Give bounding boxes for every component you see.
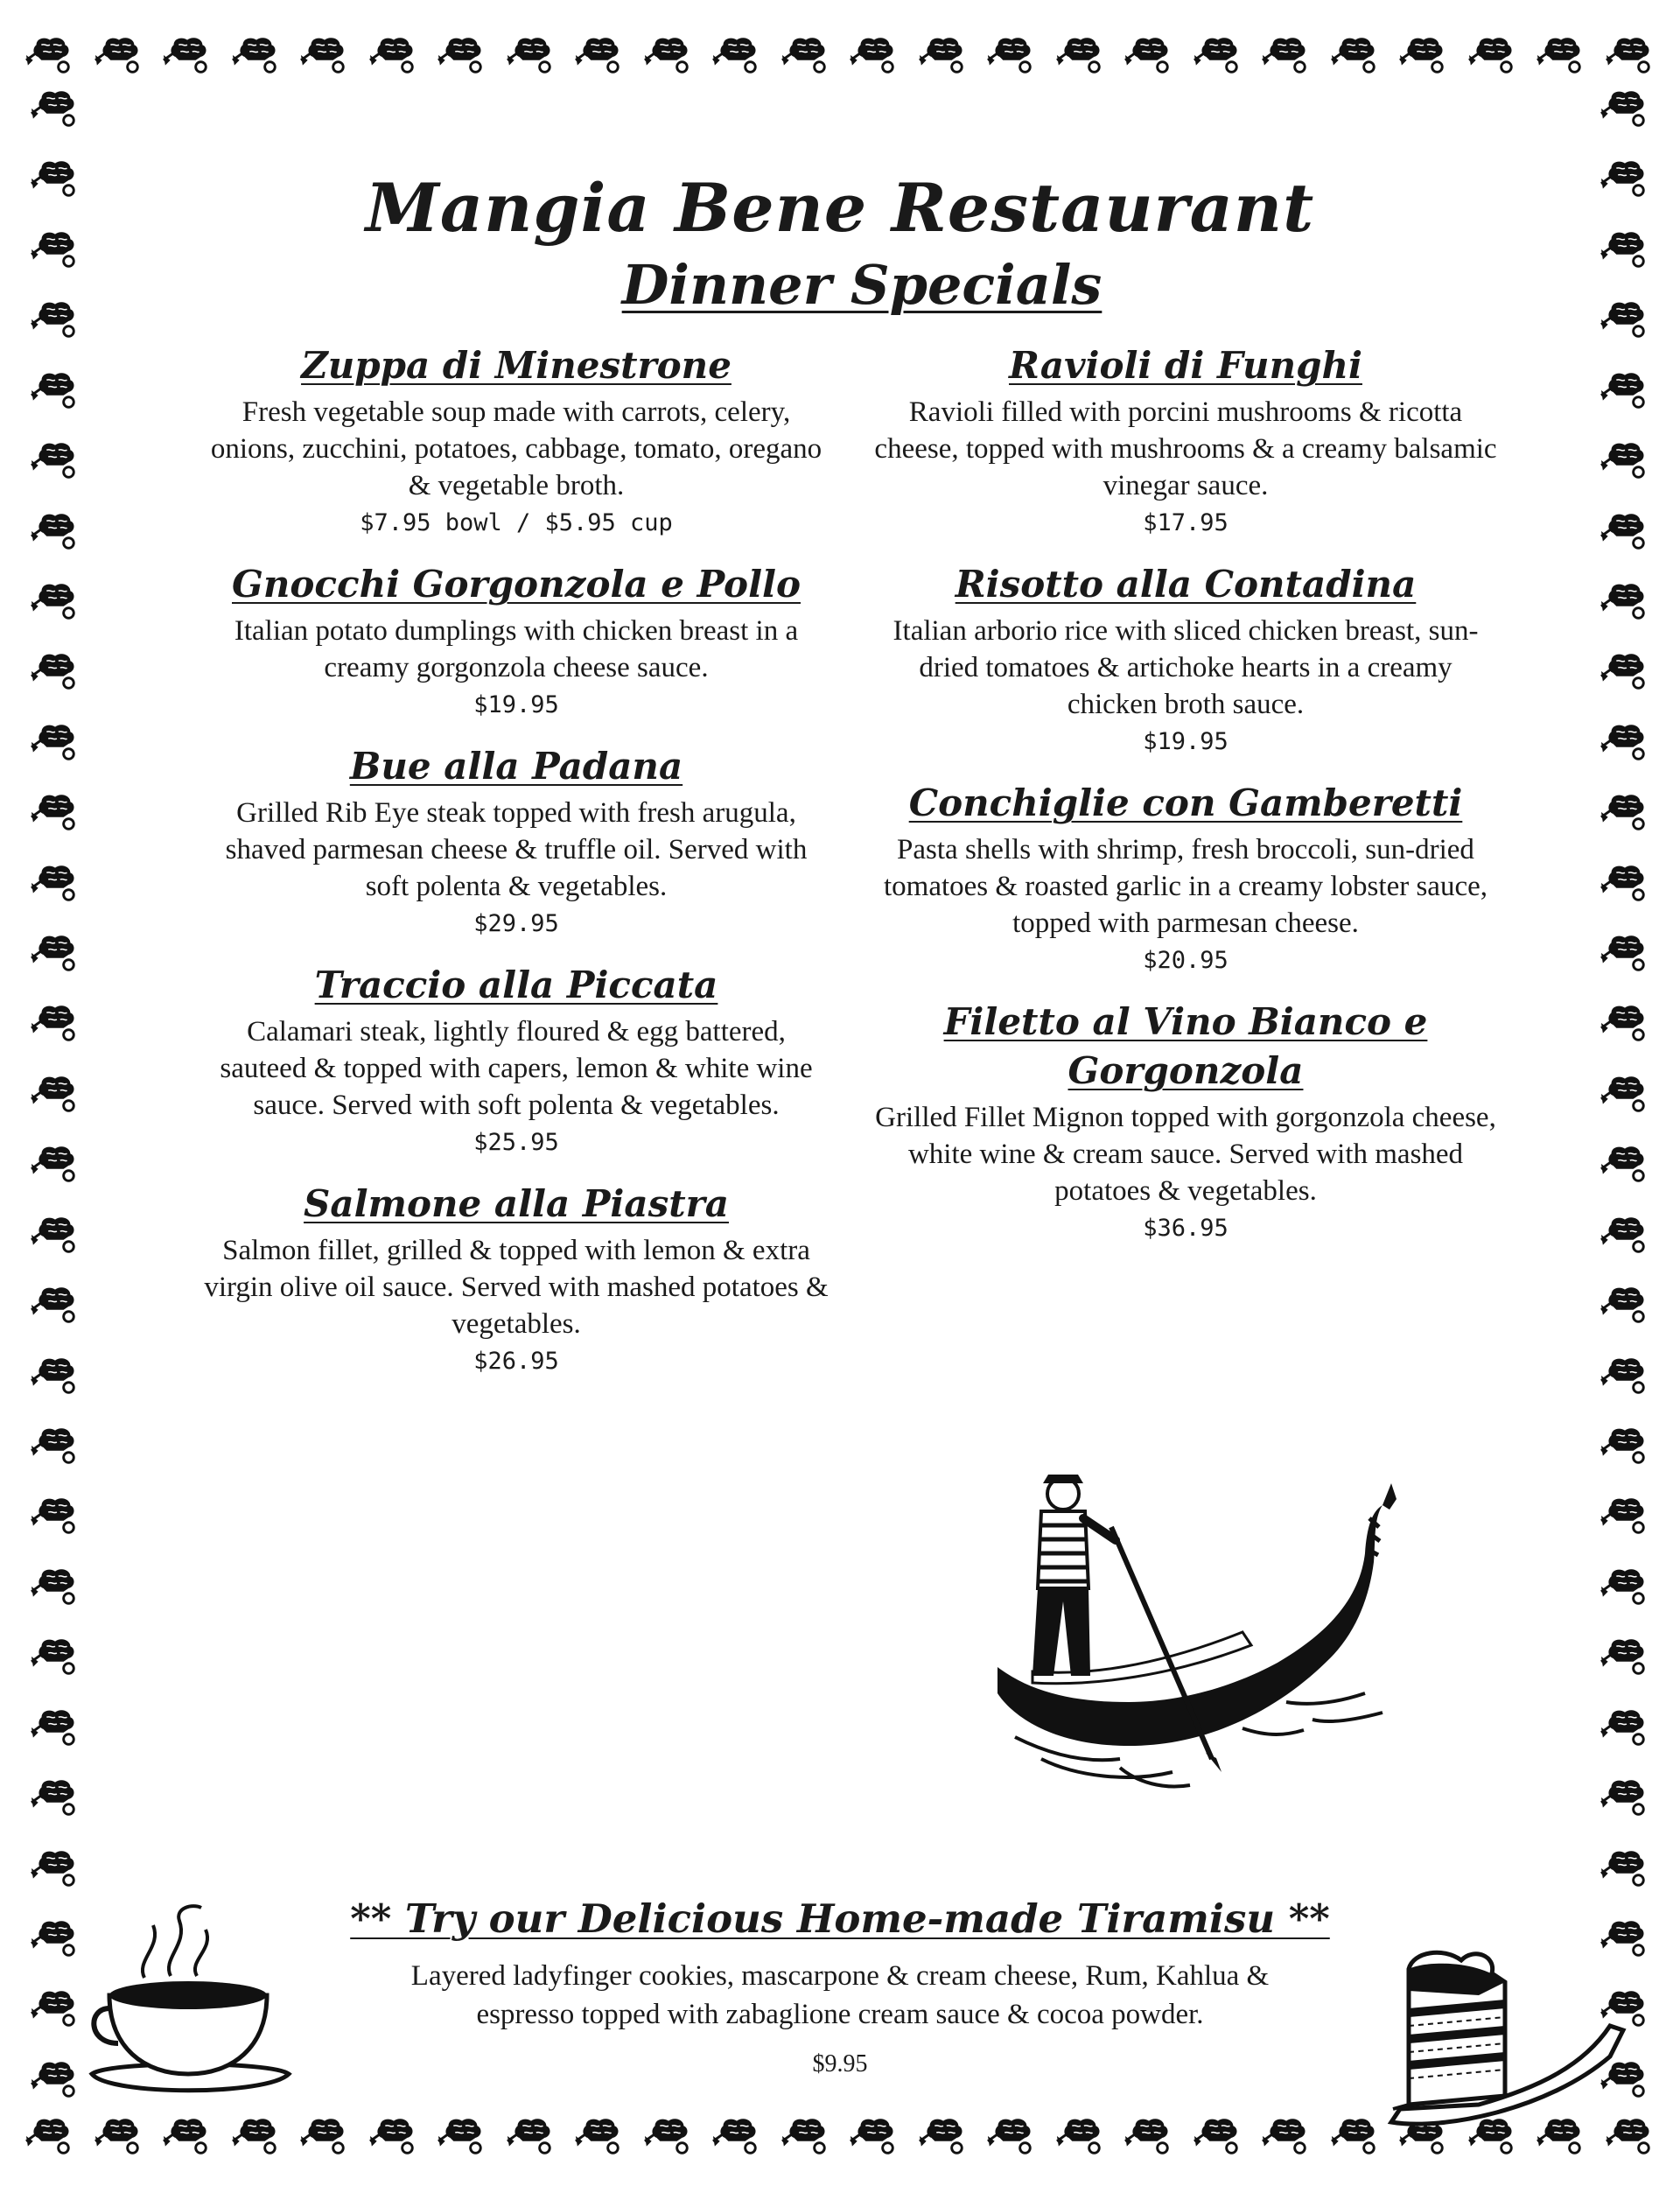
cake-slice-illustration bbox=[1374, 1934, 1628, 2135]
chef-hat-grapes-icon bbox=[643, 34, 694, 74]
dish-description: Salmon fillet, grilled & topped with lemon & extra virgin olive oil sauce. Served with mashed potatoes & vegetables. bbox=[204, 1235, 829, 1340]
chef-hat-grapes-icon bbox=[1398, 34, 1449, 74]
menu-subtitle: Dinner Specials bbox=[621, 253, 1102, 317]
dish-description: Calamari steak, lightly floured & egg battered, sauteed & topped with capers, lemon & white wine sauce. Served with soft polenta & vegetables. bbox=[220, 1016, 813, 1121]
dish-conchiglie-con-gamberetti bbox=[871, 779, 1501, 978]
chef-hat-grapes-icon bbox=[30, 1284, 80, 1324]
dish-name: Bue alla Padana bbox=[349, 745, 683, 788]
chef-hat-grapes-icon bbox=[30, 1214, 80, 1254]
chef-hat-grapes-icon bbox=[1600, 791, 1650, 831]
chef-hat-grapes-icon bbox=[711, 2115, 762, 2155]
chef-hat-grapes-icon bbox=[368, 34, 419, 74]
chef-hat-grapes-icon bbox=[506, 34, 556, 74]
gondola-illustration bbox=[980, 1457, 1444, 1790]
chef-hat-grapes-icon bbox=[30, 1002, 80, 1042]
chef-hat-grapes-icon bbox=[30, 721, 80, 761]
menu-header bbox=[0, 166, 1680, 320]
chef-hat-grapes-icon bbox=[1600, 1636, 1650, 1676]
chef-hat-grapes-icon bbox=[1600, 1847, 1650, 1888]
chef-hat-grapes-icon bbox=[780, 2115, 831, 2155]
chef-hat-grapes-icon bbox=[1261, 34, 1312, 74]
chef-hat-grapes-icon bbox=[231, 34, 282, 74]
chef-hat-grapes-icon bbox=[1193, 2115, 1243, 2155]
dish-name: Traccio alla Piccata bbox=[314, 963, 718, 1006]
chef-hat-grapes-icon bbox=[1124, 34, 1174, 74]
chef-hat-grapes-icon bbox=[30, 1073, 80, 1113]
chef-hat-grapes-icon bbox=[643, 2115, 694, 2155]
chef-hat-grapes-icon bbox=[30, 88, 80, 128]
dish-filetto-al-vino-bianco-e-gorgonzola bbox=[871, 998, 1501, 1246]
chef-hat-grapes-icon bbox=[1193, 34, 1243, 74]
dish-price: $17.95 bbox=[1143, 509, 1228, 536]
chef-hat-grapes-icon bbox=[1600, 1284, 1650, 1324]
menu-column-left bbox=[201, 341, 831, 1398]
dish-name: Gnocchi Gorgonzola e Pollo bbox=[232, 563, 801, 606]
chef-hat-grapes-icon bbox=[986, 34, 1037, 74]
chef-hat-grapes-icon bbox=[437, 34, 487, 74]
chef-hat-grapes-icon bbox=[30, 862, 80, 902]
border-left bbox=[24, 88, 86, 2098]
border-top bbox=[24, 28, 1656, 81]
dish-description: Italian potato dumplings with chicken breast in a creamy gorgonzola cheese sauce. bbox=[234, 615, 799, 683]
chef-hat-grapes-icon bbox=[24, 2115, 75, 2155]
chef-hat-grapes-icon bbox=[1600, 510, 1650, 550]
chef-hat-grapes-icon bbox=[574, 34, 625, 74]
dish-salmone-alla-piastra bbox=[201, 1180, 831, 1379]
chef-hat-grapes-icon bbox=[30, 1847, 80, 1888]
dish-name: Filetto al Vino Bianco e Gorgonzola bbox=[943, 1000, 1428, 1092]
dish-description: Italian arborio rice with sliced chicken breast, sun-dried tomatoes & artichoke hearts in a creamy chicken broth sauce. bbox=[892, 615, 1479, 720]
chef-hat-grapes-icon bbox=[1600, 1425, 1650, 1465]
chef-hat-grapes-icon bbox=[30, 369, 80, 410]
chef-hat-grapes-icon bbox=[437, 2115, 487, 2155]
dessert-section bbox=[289, 1890, 1391, 2084]
chef-hat-grapes-icon bbox=[30, 1425, 80, 1465]
chef-hat-grapes-icon bbox=[1330, 34, 1381, 74]
dish-zuppa-di-minestrone bbox=[201, 341, 831, 541]
chef-hat-grapes-icon bbox=[506, 2115, 556, 2155]
chef-hat-grapes-icon bbox=[1261, 2115, 1312, 2155]
dish-bue-alla-padana bbox=[201, 742, 831, 942]
chef-hat-grapes-icon bbox=[30, 2058, 80, 2098]
chef-hat-grapes-icon bbox=[30, 1143, 80, 1183]
chef-hat-grapes-icon bbox=[30, 1987, 80, 2028]
chef-hat-grapes-icon bbox=[94, 34, 144, 74]
chef-hat-grapes-icon bbox=[30, 1917, 80, 1958]
dish-description: Fresh vegetable soup made with carrots, celery, onions, zucchini, potatoes, cabbage, tomato, oregano & vegetable broth. bbox=[210, 396, 822, 501]
dish-price: $36.95 bbox=[1143, 1215, 1228, 1242]
chef-hat-grapes-icon bbox=[368, 2115, 419, 2155]
dish-price: $19.95 bbox=[473, 691, 559, 718]
dish-price: $29.95 bbox=[473, 910, 559, 937]
chef-hat-grapes-icon bbox=[849, 2115, 900, 2155]
chef-hat-grapes-icon bbox=[1600, 1214, 1650, 1254]
dish-name: Risotto alla Contadina bbox=[955, 563, 1417, 606]
dish-price: $25.95 bbox=[473, 1129, 559, 1156]
chef-hat-grapes-icon bbox=[1600, 1776, 1650, 1817]
chef-hat-grapes-icon bbox=[30, 932, 80, 972]
chef-hat-grapes-icon bbox=[1600, 1002, 1650, 1042]
chef-hat-grapes-icon bbox=[30, 791, 80, 831]
dish-ravioli-di-funghi bbox=[871, 341, 1501, 541]
dish-risotto-alla-contadina bbox=[871, 560, 1501, 760]
chef-hat-grapes-icon bbox=[30, 1495, 80, 1535]
chef-hat-grapes-icon bbox=[1055, 34, 1106, 74]
chef-hat-grapes-icon bbox=[30, 439, 80, 480]
chef-hat-grapes-icon bbox=[231, 2115, 282, 2155]
dessert-title: ** Try our Delicious Home-made Tiramisu ** bbox=[350, 1895, 1330, 1942]
chef-hat-grapes-icon bbox=[1600, 439, 1650, 480]
restaurant-name: Mangia Bene Restaurant bbox=[365, 169, 1315, 247]
chef-hat-grapes-icon bbox=[1600, 580, 1650, 620]
dish-description: Grilled Fillet Mignon topped with gorgonzola cheese, white wine & cream sauce. Served with mashed potatoes & vegetables. bbox=[875, 1102, 1496, 1207]
dessert-description: Layered ladyfinger cookies, mascarpone & cream cheese, Rum, Kahlua & espresso topped with zabaglione cream sauce & cocoa powder. bbox=[410, 1960, 1270, 2030]
chef-hat-grapes-icon bbox=[1600, 1495, 1650, 1535]
dessert-price: $9.95 bbox=[812, 2050, 868, 2077]
chef-hat-grapes-icon bbox=[30, 1355, 80, 1395]
dish-price: $19.95 bbox=[1143, 728, 1228, 755]
dish-gnocchi-gorgonzola-e-pollo bbox=[201, 560, 831, 723]
dish-description: Pasta shells with shrimp, fresh broccoli, sun-dried tomatoes & roasted garlic in a creamy lobster sauce, topped with parmesan cheese. bbox=[884, 834, 1488, 939]
chef-hat-grapes-icon bbox=[1600, 1706, 1650, 1747]
chef-hat-grapes-icon bbox=[299, 2115, 350, 2155]
chef-hat-grapes-icon bbox=[1600, 650, 1650, 690]
chef-hat-grapes-icon bbox=[918, 34, 969, 74]
chef-hat-grapes-icon bbox=[1600, 862, 1650, 902]
chef-hat-grapes-icon bbox=[1600, 1355, 1650, 1395]
chef-hat-grapes-icon bbox=[30, 1706, 80, 1747]
menu-column-right bbox=[871, 341, 1501, 1265]
chef-hat-grapes-icon bbox=[986, 2115, 1037, 2155]
chef-hat-grapes-icon bbox=[162, 34, 213, 74]
dish-traccio-alla-piccata bbox=[201, 961, 831, 1160]
chef-hat-grapes-icon bbox=[918, 2115, 969, 2155]
chef-hat-grapes-icon bbox=[1536, 34, 1586, 74]
chef-hat-grapes-icon bbox=[30, 650, 80, 690]
dish-name: Ravioli di Funghi bbox=[1009, 344, 1362, 387]
coffee-cup-illustration bbox=[83, 1899, 311, 2100]
chef-hat-grapes-icon bbox=[1600, 369, 1650, 410]
chef-hat-grapes-icon bbox=[94, 2115, 144, 2155]
chef-hat-grapes-icon bbox=[24, 34, 75, 74]
chef-hat-grapes-icon bbox=[1600, 1566, 1650, 1606]
dish-price: $7.95 bowl / $5.95 cup bbox=[360, 509, 673, 536]
dish-name: Zuppa di Minestrone bbox=[301, 344, 732, 387]
chef-hat-grapes-icon bbox=[1600, 88, 1650, 128]
dish-price: $20.95 bbox=[1143, 947, 1228, 974]
chef-hat-grapes-icon bbox=[1600, 1143, 1650, 1183]
dish-price: $26.95 bbox=[473, 1348, 559, 1375]
chef-hat-grapes-icon bbox=[30, 580, 80, 620]
chef-hat-grapes-icon bbox=[711, 34, 762, 74]
dish-name: Salmone alla Piastra bbox=[304, 1182, 729, 1225]
chef-hat-grapes-icon bbox=[849, 34, 900, 74]
chef-hat-grapes-icon bbox=[1600, 932, 1650, 972]
chef-hat-grapes-icon bbox=[780, 34, 831, 74]
dish-description: Grilled Rib Eye steak topped with fresh arugula, shaved parmesan cheese & truffle oil. Served with soft polenta & vegetables. bbox=[225, 797, 808, 902]
dish-name: Conchiglie con Gamberetti bbox=[908, 781, 1463, 824]
chef-hat-grapes-icon bbox=[1055, 2115, 1106, 2155]
chef-hat-grapes-icon bbox=[30, 1776, 80, 1817]
chef-hat-grapes-icon bbox=[162, 2115, 213, 2155]
border-right bbox=[1594, 88, 1656, 2098]
chef-hat-grapes-icon bbox=[30, 1636, 80, 1676]
chef-hat-grapes-icon bbox=[30, 510, 80, 550]
chef-hat-grapes-icon bbox=[1600, 1073, 1650, 1113]
chef-hat-grapes-icon bbox=[1600, 721, 1650, 761]
chef-hat-grapes-icon bbox=[299, 34, 350, 74]
chef-hat-grapes-icon bbox=[574, 2115, 625, 2155]
chef-hat-grapes-icon bbox=[1467, 34, 1518, 74]
chef-hat-grapes-icon bbox=[30, 1566, 80, 1606]
dish-description: Ravioli filled with porcini mushrooms & ricotta cheese, topped with mushrooms & a creamy balsamic vinegar sauce. bbox=[874, 396, 1497, 501]
chef-hat-grapes-icon bbox=[1124, 2115, 1174, 2155]
chef-hat-grapes-icon bbox=[1605, 34, 1656, 74]
